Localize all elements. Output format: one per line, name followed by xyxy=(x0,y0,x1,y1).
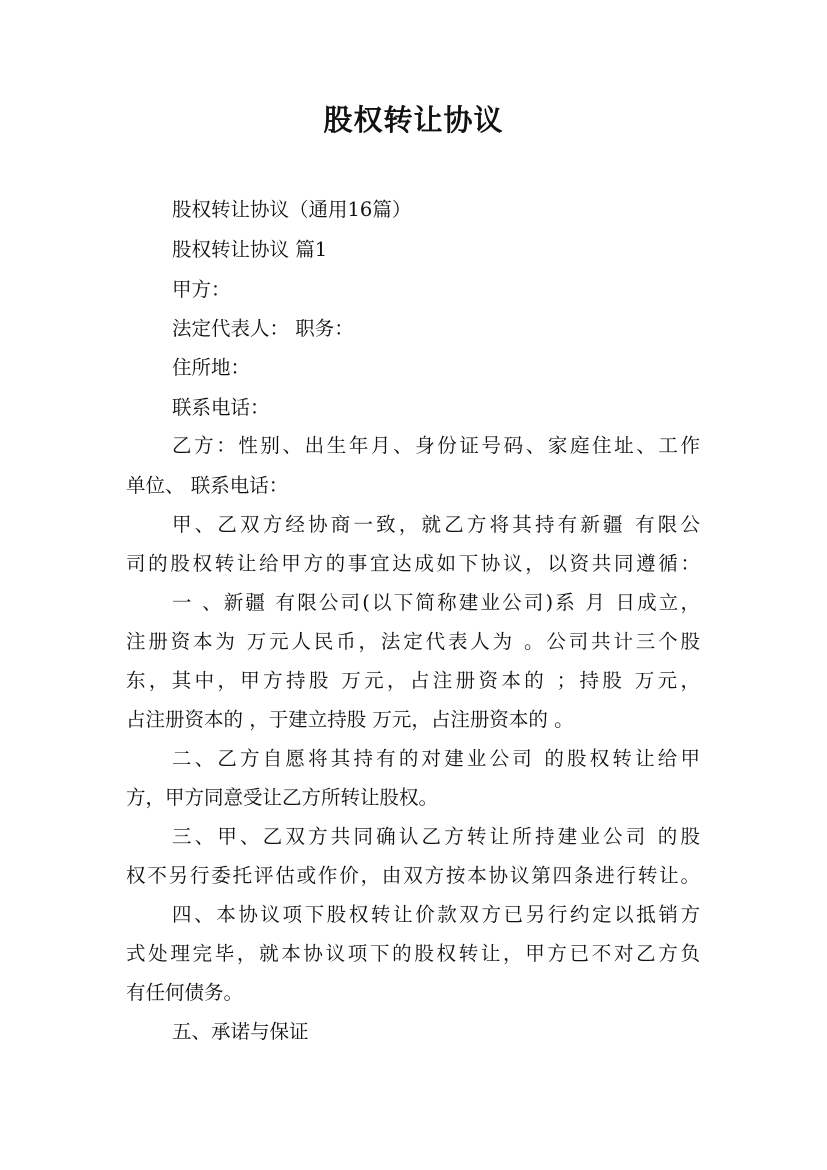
paragraph-line: 四、本协议项下股权转让价款双方已另行约定以抵销方 xyxy=(172,903,700,926)
party-a-line: 甲方： xyxy=(172,278,231,301)
party-b-continuation-line: 单位、 联系电话： xyxy=(126,474,289,497)
paragraph-line: 甲、乙双方经协商一致，就乙方将其持有新疆 有限公 xyxy=(172,513,700,536)
paragraph-line: 三、甲、乙双方共同确认乙方转让所持建业公司 的股 xyxy=(172,825,700,848)
paragraph-line: 占注册资本的 ，于建立持股 万元，占注册资本的 。 xyxy=(126,708,574,731)
party-b-line: 乙方：性别、出生年月、身份证号码、家庭住址、工作 xyxy=(172,434,700,457)
paragraph-line: 注册资本为 万元人民币，法定代表人为 。公司共计三个股 xyxy=(126,630,700,653)
paragraph-line: 司的股权转让给甲方的事宜达成如下协议，以资共同遵循： xyxy=(126,552,700,575)
paragraph-line: 有任何债务。 xyxy=(126,981,244,1004)
paragraph-line: 方，甲方同意受让乙方所转让股权。 xyxy=(126,786,439,809)
paragraph-line: 权不另行委托评估或作价，由双方按本协议第四条进行转让。 xyxy=(126,864,700,887)
phone-line: 联系电话： xyxy=(172,396,270,419)
address-line: 住所地： xyxy=(172,356,251,379)
paragraph-line: 式处理完毕，就本协议项下的股权转让，甲方已不对乙方负 xyxy=(126,942,700,965)
section-heading-line: 五、承诺与保证 xyxy=(172,1020,309,1043)
paragraph-line: 一 、新疆 有限公司(以下简称建业公司)系 月 日成立， xyxy=(172,591,700,614)
paragraph-line: 东，其中，甲方持股 万元，占注册资本的 ；持股 万元， xyxy=(126,669,700,692)
legal-representative-line: 法定代表人： 职务： xyxy=(172,317,354,340)
section-heading-line: 股权转让协议 篇1 xyxy=(172,238,328,261)
document-title: 股权转让协议 xyxy=(323,103,504,137)
paragraph-line: 二、乙方自愿将其持有的对建业公司 的股权转让给甲 xyxy=(172,747,700,770)
subtitle-line: 股权转让协议（通用16篇） xyxy=(172,198,412,221)
